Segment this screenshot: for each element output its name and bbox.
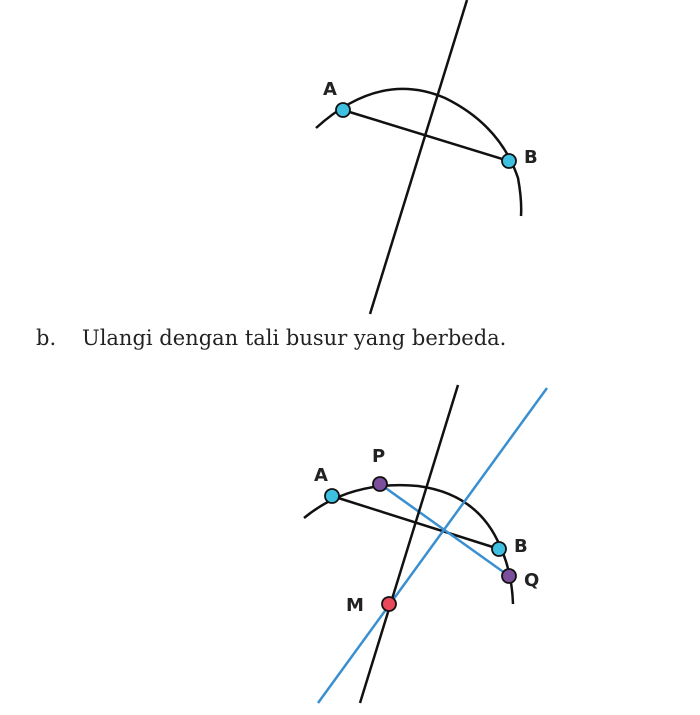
instruction-line — [36, 326, 506, 350]
bottom-point-q — [502, 569, 516, 583]
bottom-label-m: M — [346, 595, 364, 616]
figure-top — [316, 0, 538, 314]
top-label-b: B — [524, 147, 538, 168]
bottom-label-b: B — [514, 536, 528, 557]
bottom-point-b — [492, 542, 506, 556]
bottom-point-p — [373, 477, 387, 491]
bottom-label-a: A — [314, 465, 328, 486]
bottom-bisector-ab — [360, 385, 458, 703]
bottom-bisector-pq — [318, 388, 547, 703]
bottom-point-m — [382, 597, 396, 611]
top-label-a: A — [323, 79, 337, 100]
step-text: Ulangi dengan tali busur yang berbeda. — [82, 326, 507, 350]
step-marker: b. — [36, 326, 57, 350]
bottom-label-q: Q — [524, 570, 540, 591]
figure-bottom — [304, 385, 547, 703]
bottom-label-p: P — [372, 446, 386, 467]
top-perpendicular-bisector — [370, 0, 467, 314]
top-point-b — [502, 154, 516, 168]
top-point-a — [336, 103, 350, 117]
bottom-point-a — [325, 489, 339, 503]
